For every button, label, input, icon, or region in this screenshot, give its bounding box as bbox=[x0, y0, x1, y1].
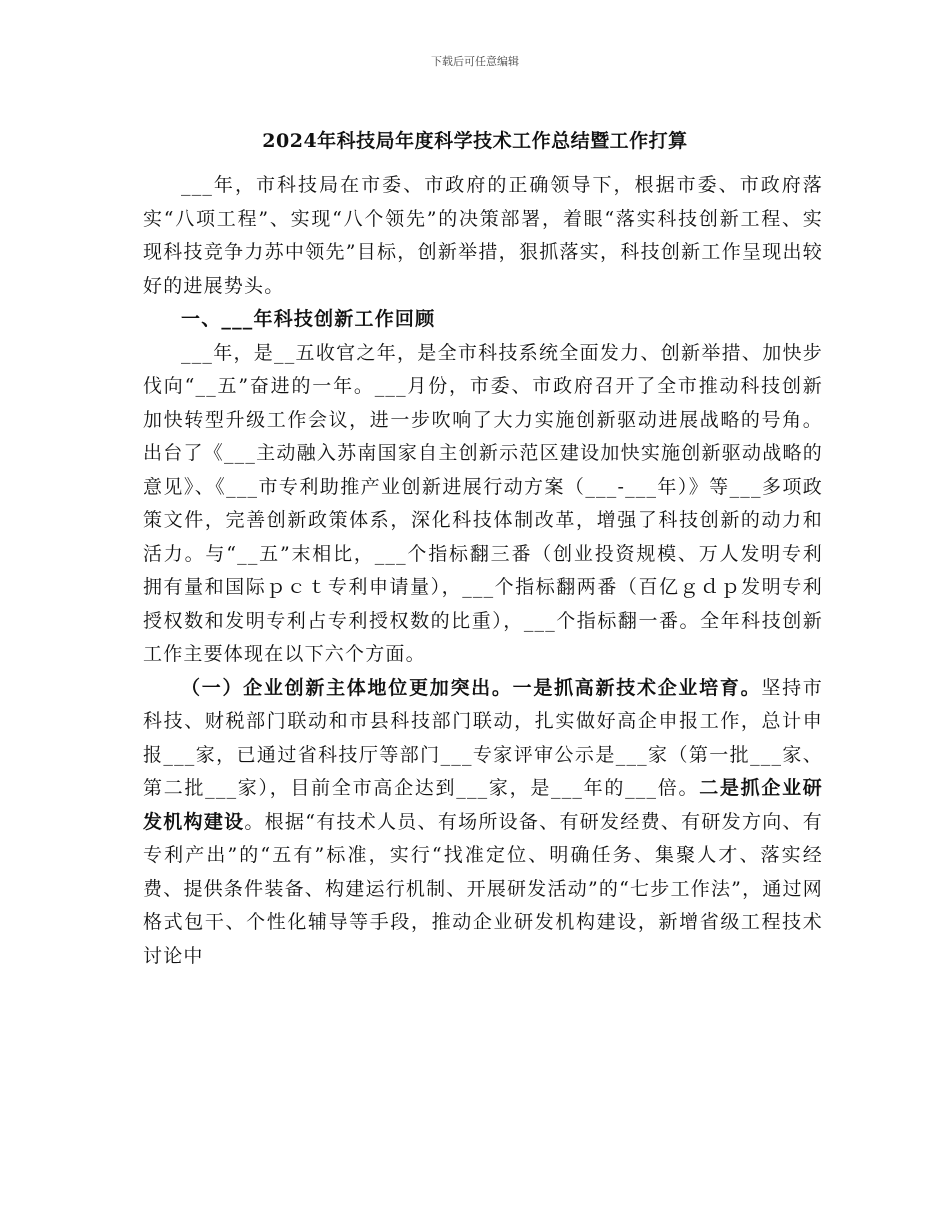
section-1-paragraph: ___年，是__五收官之年，是全市科技系统全面发力、创新举措、加快步伐向“__五”奋进的一年。___月份，市委、市政府召开了全市推动科技创新加快转型升级工作会议，进一步吹响了大力实施创新驱动进展战略的号角。出台了《___主动融入苏南国家自主创新示范区建设加快实施创新驱动战略的意见》、《___市专利助推产业创新进展行动方案（___-___年）》等___多项政策文件，完善创新政策体系，深化科技体制改革，增强了科技创新的动力和活力。与“__五”末相比，___个指标翻三番（创业投资规模、万人发明专利拥有量和国际ｐｃｔ专利申请量），___个指标翻两番（百亿ｇｄｐ发明专利授权数和发明专利占专利授权数的比重），___个指标翻一番。全年科技创新工作主要体现在以下六个方面。 bbox=[143, 341, 823, 665]
header-note: 下载后可任意编辑 bbox=[431, 55, 519, 68]
subsection-1-paragraph bbox=[143, 672, 823, 974]
intro-paragraph: ___年，市科技局在市委、市政府的正确领导下，根据市委、市政府落实“八项工程”、实现“八个领先”的决策部署，着眼“落实科技创新工程、实现科技竞争力苏中领先”目标，创新举措，狠抓落实，科技创新工作呈现出较好的进展势头。 bbox=[143, 174, 823, 297]
subsection-1-lead: （一）企业创新主体地位更加突出。一是抓高新技术企业培育。 bbox=[181, 676, 762, 699]
subsection-1-text-1: 坚持市科技、财税部门联动和市县科技部门联动，扎实做好高企申报工作，总计申报___家，已通过省科技厅等部门___专家评审公示是___家（第一批___家、第二批___家），目前全市高企达到___家，是___年的___倍。 bbox=[143, 676, 823, 799]
document-body bbox=[143, 169, 823, 973]
page-title: 2024年科技局年度科学技术工作总结暨工作打算 bbox=[262, 130, 688, 152]
subsection-1-point-2: 二是抓企业研发机构建设 bbox=[143, 777, 824, 833]
section-1-heading: 一、___年科技创新工作回顾 bbox=[181, 308, 436, 330]
subsection-1-text-2: 。根据“有技术人员、有场所设备、有研发经费、有研发方向、有专利产出”的“五有”标准，实行“找准定位、明确任务、集聚人才、落实经费、提供条件装备、构建运行机制、开展研发活动”的“七步工作法”，通过网格式包干、个性化辅导等手段，推动企业研发机构建设，新增省级工程技术讨论中 bbox=[143, 810, 823, 967]
